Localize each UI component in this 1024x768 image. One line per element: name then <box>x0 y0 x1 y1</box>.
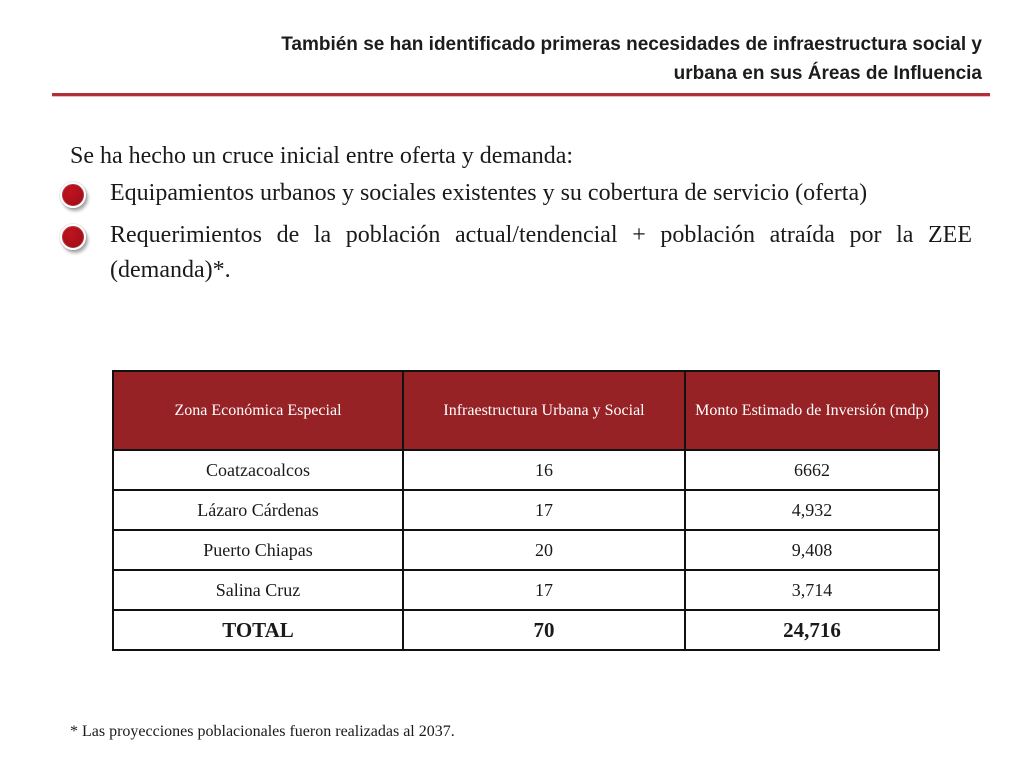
cell-infraestructura: 20 <box>403 530 685 570</box>
slide-title-line-1: También se han identificado primeras necesidades de infraestructura social y <box>281 34 982 55</box>
intro-text: Se ha hecho un cruce inicial entre oferta y demanda: <box>70 143 574 169</box>
bullet-item-demanda <box>60 218 972 288</box>
header-zona: Zona Económica Especial <box>113 371 403 450</box>
cell-monto: 4,932 <box>685 490 939 530</box>
total-infraestructura: 70 <box>403 610 685 650</box>
slide-title-line-2: urbana en sus Áreas de Influencia <box>673 63 982 84</box>
bullet-dot-icon <box>60 224 86 250</box>
bullet-list <box>60 176 972 295</box>
table-row <box>113 490 939 530</box>
footnote: * Las proyecciones poblacionales fueron realizadas al 2037. <box>70 723 455 740</box>
investment-table <box>112 370 940 651</box>
header-infraestructura: Infraestructura Urbana y Social <box>403 371 685 450</box>
total-label: TOTAL <box>113 610 403 650</box>
slide-title <box>102 30 982 88</box>
bullet-text: Requerimientos de la población actual/tendencial + población atraída por la ZEE (demanda)*. <box>110 222 972 283</box>
bullet-text: Equipamientos urbanos y sociales existentes y su cobertura de servicio (oferta) <box>110 180 868 206</box>
cell-infraestructura: 17 <box>403 490 685 530</box>
table-row <box>113 450 939 490</box>
table-total-row <box>113 610 939 650</box>
cell-monto: 3,714 <box>685 570 939 610</box>
cell-monto: 6662 <box>685 450 939 490</box>
bullet-dot-icon <box>60 182 86 208</box>
cell-infraestructura: 16 <box>403 450 685 490</box>
cell-zona: Coatzacoalcos <box>113 450 403 490</box>
table-row <box>113 530 939 570</box>
cell-monto: 9,408 <box>685 530 939 570</box>
title-divider <box>52 93 990 96</box>
cell-zona: Puerto Chiapas <box>113 530 403 570</box>
bullet-item-oferta <box>60 176 972 211</box>
investment-table-container <box>112 370 938 651</box>
cell-zona: Salina Cruz <box>113 570 403 610</box>
header-monto: Monto Estimado de Inversión (mdp) <box>685 371 939 450</box>
total-monto: 24,716 <box>685 610 939 650</box>
table-row <box>113 570 939 610</box>
table-header-row <box>113 371 939 450</box>
cell-infraestructura: 17 <box>403 570 685 610</box>
cell-zona: Lázaro Cárdenas <box>113 490 403 530</box>
